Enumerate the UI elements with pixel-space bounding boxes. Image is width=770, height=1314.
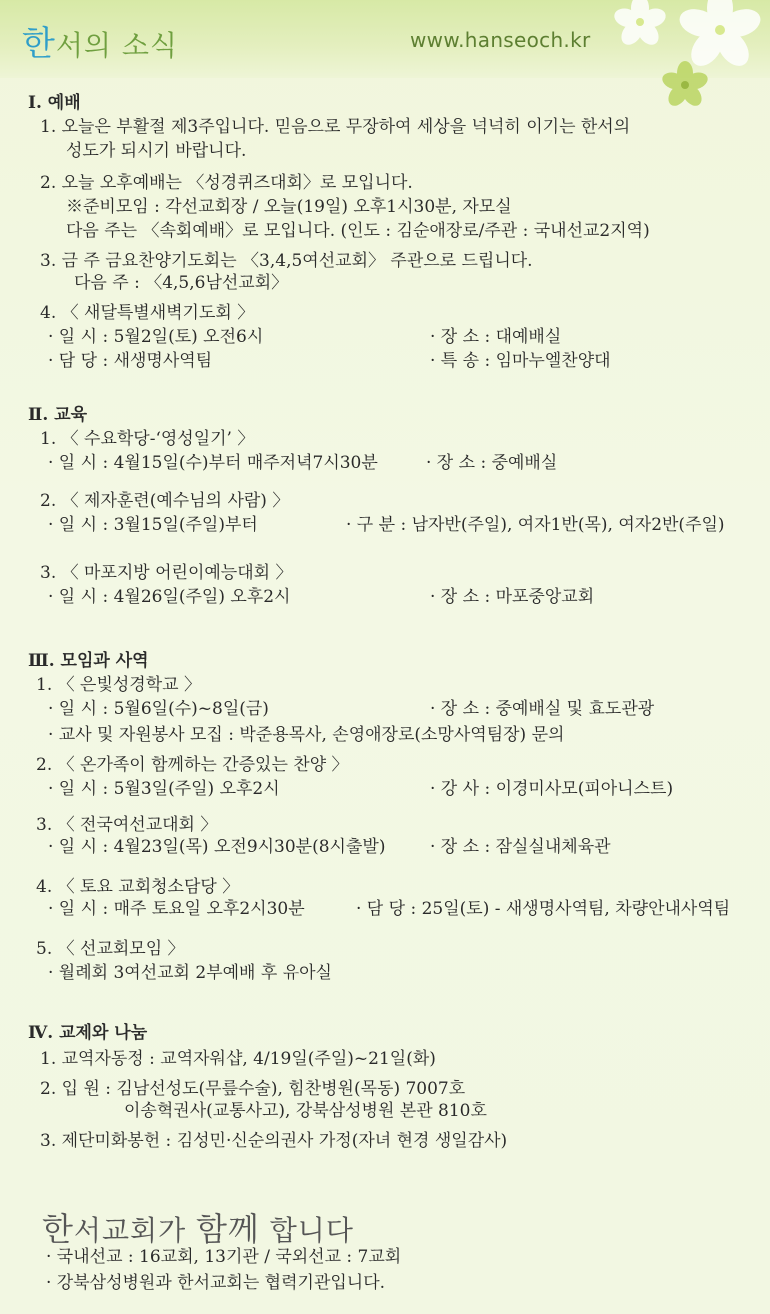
list-item: 2. 〈 온가족이 함께하는 간증있는 찬양 〉 bbox=[36, 755, 349, 775]
footer-title-c: 함께 bbox=[196, 1210, 260, 1248]
list-item: 다음 주는 〈속회예배〉로 모입니다. (인도 : 김순애장로/주관 : 국내선교2지역) bbox=[66, 221, 650, 241]
list-item: 3. 금 주 금요찬양기도회는 〈3,4,5여선교회〉 주관으로 드립니다. bbox=[40, 251, 533, 271]
list-item: 1. 〈 은빛성경학교 〉 bbox=[36, 675, 201, 695]
list-item: 1. 〈 수요학당-‘영성일기’ 〉 bbox=[40, 429, 255, 449]
list-item: · 특 송 : 임마누엘찬양대 bbox=[430, 351, 611, 371]
list-item: · 장 소 : 마포중앙교회 bbox=[430, 587, 595, 607]
list-item: 2. 오늘 오후예배는 〈성경퀴즈대회〉로 모입니다. bbox=[40, 173, 413, 193]
section-heading-fellowship: Ⅳ. 교제와 나눔 bbox=[28, 1023, 148, 1043]
list-item: 5. 〈 선교회모임 〉 bbox=[36, 939, 185, 959]
list-item: · 일 시 : 4월26일(주일) 오후2시 bbox=[48, 587, 291, 607]
list-item: · 월례회 3여선교회 2부예배 후 유아실 bbox=[48, 963, 332, 983]
list-item: 2. 입 원 : 김남선성도(무릎수술), 힘찬병원(목동) 7007호 bbox=[40, 1079, 466, 1099]
title-part2: 서의 소식 bbox=[55, 29, 178, 62]
title-part1: 한 bbox=[22, 24, 56, 64]
list-item: 1. 오늘은 부활절 제3주입니다. 믿음으로 무장하여 세상을 넉넉히 이기는 한서의 bbox=[40, 117, 631, 137]
list-item: · 담 당 : 새생명사역팀 bbox=[48, 351, 213, 371]
list-item: · 장 소 : 잠실실내체육관 bbox=[430, 837, 611, 857]
list-item: · 장 소 : 대예배실 bbox=[430, 327, 562, 347]
section-heading-ministry: Ⅲ. 모임과 사역 bbox=[28, 651, 149, 671]
list-item: 3. 〈 마포지방 어린이예능대회 〉 bbox=[40, 563, 293, 583]
list-item: 3. 〈 전국여선교대회 〉 bbox=[36, 815, 218, 835]
list-item: 이송혁권사(교통사고), 강북삼성병원 본관 810호 bbox=[124, 1101, 487, 1121]
list-item: 4. 〈 토요 교회청소담당 〉 bbox=[36, 877, 240, 897]
footer-title-a: 한 bbox=[42, 1210, 74, 1248]
list-item: · 구 분 : 남자반(주일), 여자1반(목), 여자2반(주일) bbox=[346, 515, 725, 535]
list-item: · 일 시 : 5월2일(토) 오전6시 bbox=[48, 327, 264, 347]
list-item: · 담 당 : 25일(토) - 새생명사역팀, 차량안내사역팀 bbox=[356, 899, 731, 919]
list-item: 4. 〈 새달특별새벽기도회 〉 bbox=[40, 303, 255, 323]
footer-line: · 강북삼성병원과 한서교회는 협력기관입니다. bbox=[46, 1273, 386, 1293]
list-item: 성도가 되시기 바랍니다. bbox=[66, 141, 247, 161]
footer-title-d: 합니다 bbox=[259, 1214, 354, 1247]
list-item: · 강 사 : 이경미사모(피아니스트) bbox=[430, 779, 674, 799]
footer-title-b: 서교회가 bbox=[73, 1214, 197, 1247]
list-item: · 일 시 : 매주 토요일 오후2시30분 bbox=[48, 899, 305, 919]
flower-icon bbox=[600, 0, 770, 120]
list-item: · 장 소 : 중예배실 bbox=[426, 453, 558, 473]
section-heading-education: Ⅱ. 교육 bbox=[28, 405, 88, 425]
list-item: · 교사 및 자원봉사 모집 : 박준용목사, 손영애장로(소망사역팀장) 문의 bbox=[48, 725, 565, 745]
list-item: 3. 제단미화봉헌 : 김성민·신순의권사 가정(자녀 현경 생일감사) bbox=[40, 1131, 508, 1151]
section-heading-worship: Ⅰ. 예배 bbox=[28, 93, 81, 113]
list-item: · 일 시 : 5월6일(수)~8일(금) bbox=[48, 699, 269, 719]
footer-line: · 국내선교 : 16교회, 13기관 / 국외선교 : 7교회 bbox=[46, 1247, 402, 1267]
list-item: · 일 시 : 4월15일(수)부터 매주저녁7시30분 bbox=[48, 453, 378, 473]
list-item: 다음 주 : 〈4,5,6남선교회〉 bbox=[74, 273, 289, 293]
website-url: www.hanseoch.kr bbox=[410, 28, 591, 52]
list-item: · 일 시 : 5월3일(주일) 오후2시 bbox=[48, 779, 280, 799]
list-item: · 장 소 : 중예배실 및 효도관광 bbox=[430, 699, 655, 719]
list-item: · 일 시 : 3월15일(주일)부터 bbox=[48, 515, 258, 535]
list-item: ※준비모임 : 각선교회장 / 오늘(19일) 오후1시30분, 자모실 bbox=[66, 197, 512, 217]
page-title bbox=[22, 16, 178, 65]
list-item: 1. 교역자동정 : 교역자워샵, 4/19일(주일)~21일(화) bbox=[40, 1049, 436, 1069]
list-item: 2. 〈 제자훈련(예수님의 사람) 〉 bbox=[40, 491, 290, 511]
footer-title bbox=[42, 1204, 354, 1250]
list-item: · 일 시 : 4월23일(목) 오전9시30분(8시출발) bbox=[48, 837, 386, 857]
